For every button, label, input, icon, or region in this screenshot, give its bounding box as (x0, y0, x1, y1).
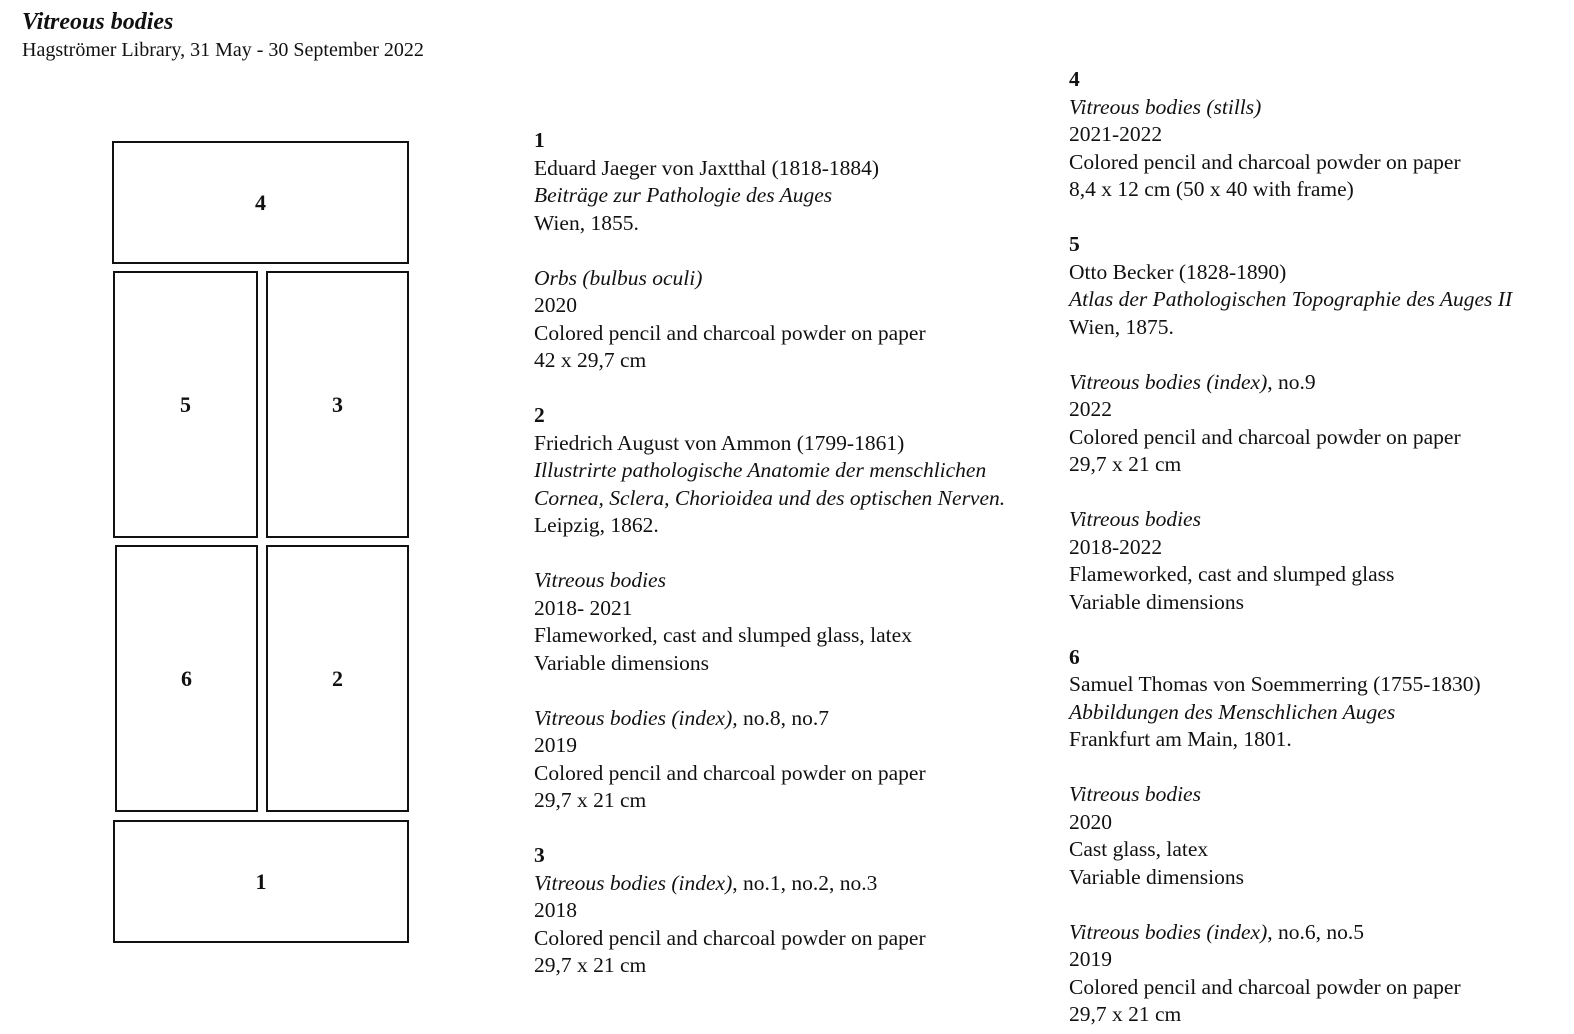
entry-publication: Wien, 1875. (1069, 314, 1174, 339)
floorplan-box-5: 5 (113, 271, 258, 538)
entry-3 (534, 842, 1005, 980)
floorplan-box-4: 4 (112, 141, 409, 264)
work-year: 2019 (1069, 947, 1112, 971)
work-title: Vitreous bodies (stills) (1069, 94, 1262, 119)
work-medium: Flameworked, cast and slumped glass, latex (534, 623, 912, 647)
work-title: Vitreous bodies (534, 568, 666, 592)
entry-publication: Wien, 1855. (534, 210, 639, 235)
work-size: Variable dimensions (1069, 589, 1244, 614)
catalog-column-left (534, 127, 1005, 980)
work-title-line (534, 705, 1005, 733)
work-size: Variable dimensions (534, 650, 709, 675)
work-title: Vitreous bodies (index) (1069, 369, 1268, 394)
entry-number: 4 (1069, 67, 1080, 91)
work-year: 2022 (1069, 397, 1112, 421)
work-numbers: , no.9 (1267, 369, 1316, 394)
entry-number: 3 (534, 843, 545, 867)
entry-1 (534, 127, 1005, 375)
entry-number: 5 (1069, 232, 1080, 256)
work-medium: Colored pencil and charcoal powder on paper (1069, 149, 1461, 174)
entry-4 (1069, 66, 1512, 204)
work-medium: Cast glass, latex (1069, 837, 1209, 861)
work-medium: Flameworked, cast and slumped glass (1069, 562, 1395, 586)
work-year: 2020 (1069, 809, 1112, 834)
entry-author: Otto Becker (1828-1890) (1069, 259, 1287, 284)
work-medium: Colored pencil and charcoal powder on paper (534, 320, 926, 345)
work-size: Variable dimensions (1069, 864, 1244, 889)
floorplan-box-6: 6 (115, 545, 258, 812)
work-size: 29,7 x 21 cm (1069, 1002, 1182, 1026)
entry-publication: Frankfurt am Main, 1801. (1069, 727, 1292, 751)
catalog-column-right (1069, 66, 1512, 1029)
entry-author: Eduard Jaeger von Jaxtthal (1818-1884) (534, 155, 880, 180)
exhibition-title: Vitreous bodies (22, 9, 174, 35)
work-title: Vitreous bodies (index) (534, 870, 733, 895)
work-year: 2018-2022 (1069, 534, 1163, 559)
entry-book-title: Illustrirte pathologische Anatomie der menschlichen (534, 458, 987, 482)
entry-6 (1069, 644, 1512, 1029)
work-size: 29,7 x 21 cm (534, 953, 647, 977)
work-medium: Colored pencil and charcoal powder on paper (534, 925, 926, 950)
entry-book-title: Beiträge zur Pathologie des Auges (534, 183, 833, 207)
work-year: 2020 (534, 293, 577, 317)
entry-author: Friedrich August von Ammon (1799-1861) (534, 430, 905, 455)
work-title-line (1069, 369, 1512, 397)
work-title-line (534, 870, 1005, 898)
work-medium: Colored pencil and charcoal powder on paper (1069, 974, 1461, 999)
work-year: 2018- 2021 (534, 595, 633, 620)
entry-author: Samuel Thomas von Soemmerring (1755-1830) (1069, 672, 1481, 696)
work-year: 2021-2022 (1069, 122, 1163, 146)
work-year: 2019 (534, 733, 577, 757)
floorplan-box-1: 1 (113, 820, 409, 943)
work-numbers: no.8, no.7 (737, 705, 829, 730)
work-size: 29,7 x 21 cm (1069, 452, 1182, 476)
work-size: 8,4 x 12 cm (50 x 40 with frame) (1069, 177, 1354, 201)
work-title: Orbs (bulbus oculi) (534, 265, 703, 290)
entry-number: 1 (534, 128, 545, 152)
work-year: 2018 (534, 898, 577, 922)
entry-number: 2 (534, 403, 545, 427)
floorplan-box-2: 2 (266, 545, 409, 812)
work-numbers: , no.1, no.2, no.3 (732, 870, 878, 895)
entry-book-title-cont: Cornea, Sclera, Chorioidea und des optischen Nerven. (534, 485, 1006, 510)
work-numbers: , no.6, no.5 (1267, 919, 1364, 944)
work-medium: Colored pencil and charcoal powder on paper (1069, 424, 1461, 449)
work-title-line (1069, 919, 1512, 947)
floorplan-box-3: 3 (266, 271, 409, 538)
entry-book-title: Abbildungen des Menschlichen Auges (1069, 699, 1396, 724)
work-title: Vitreous bodies (1069, 507, 1201, 531)
work-title: Vitreous bodies (1069, 782, 1201, 806)
exhibition-subtitle: Hagströmer Library, 31 May - 30 September 2022 (22, 39, 424, 61)
work-title: Vitreous bodies (index), (534, 705, 738, 730)
entry-2 (534, 402, 1005, 815)
work-medium: Colored pencil and charcoal powder on paper (534, 760, 926, 785)
work-title: Vitreous bodies (index) (1069, 919, 1268, 944)
entry-book-title: Atlas der Pathologischen Topographie des Auges II (1069, 287, 1513, 311)
entry-5 (1069, 231, 1512, 616)
work-size: 29,7 x 21 cm (534, 788, 647, 812)
work-size: 42 x 29,7 cm (534, 348, 647, 372)
entry-number: 6 (1069, 644, 1080, 669)
entry-publication: Leipzig, 1862. (534, 513, 659, 537)
